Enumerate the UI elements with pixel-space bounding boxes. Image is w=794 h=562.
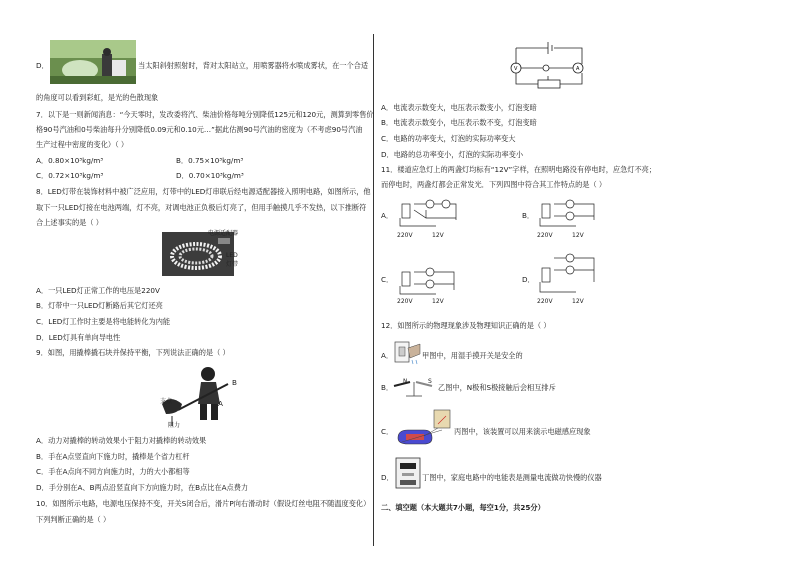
q11-circuit-b [536, 196, 600, 232]
q11-option-b-label: B． [522, 211, 535, 220]
wet-hand-switch-picture [392, 338, 422, 368]
q11-option-d-label: D． [522, 275, 535, 284]
q12-option-c: 丙图中，该装置可以用来演示电磁感应现象 [454, 427, 591, 436]
led-fig-adapter-label: 电源适配器 [208, 230, 239, 237]
crowbar-figure [158, 364, 238, 430]
q11-b-12v: 12V [572, 232, 584, 239]
q10-circuit-diagram [508, 38, 590, 90]
q10-stem-line2: 下列判断正确的是（ ） [36, 515, 111, 524]
led-fig-strip-label: 灯带 [226, 261, 239, 268]
q7-stem-line3: 生产过程中密度的变化）（ ） [36, 140, 129, 149]
q9-option-c: C．手在A点向不同方向施力时，力的大小都相等 [36, 467, 190, 476]
q11-circuit-d [536, 252, 600, 296]
svg-text:A: A [576, 66, 580, 72]
q9-option-d: D．手分别在A、B两点沿竖直向下方向施力时，在B点比在A点费力 [36, 483, 249, 492]
q10-option-b: B．电流表示数变小，电压表示数不变，灯泡变暗 [381, 118, 537, 127]
q10-option-d: D．电路的总功率变小，灯泡的实际功率变小 [381, 150, 524, 159]
q7-stem-line2: 格90号汽油和0号柴油每升分别降低0.09元和0.10元…”据此估测90号汽油的密度为（不考虑90号汽油 [36, 125, 363, 134]
q11-a-220v: 220V [397, 232, 413, 239]
q7-option-c: C．0.72×10³kg/m³ [36, 171, 104, 180]
electricity-meter-picture [394, 456, 422, 490]
q7-option-d: D．0.70×10³kg/m³ [176, 171, 244, 180]
q7-option-b: B．0.75×10³kg/m³ [176, 156, 244, 165]
q12-option-a: 甲图中，用湿手摸开关是安全的 [422, 351, 523, 360]
q12-option-a-label: A． [381, 351, 394, 360]
crowbar-label-a: A [218, 399, 223, 408]
q11-d-220v: 220V [537, 298, 553, 305]
q11-b-220v: 220V [537, 232, 553, 239]
crowbar-label-resistance: 阻力 [168, 422, 181, 429]
crowbar-label-fulcrum: 支点 [160, 398, 173, 405]
q10-stem-line1: 10．如图所示电路，电源电压保持不变，开关S闭合后，滑片P向右滑动时（假设灯丝电阻不随温度变化） [36, 499, 371, 508]
q6-option-d-line1: 当太阳斜射照射时，背对太阳站立，用喷雾器将水喷成雾状，在一个合适 [138, 61, 369, 70]
q9-option-a: A．动力对撬棒的转动效果小于阻力对撬棒的转动效果 [36, 436, 207, 445]
q7-option-a: A．0.80×10³kg/m³ [36, 156, 104, 165]
magnet-label-s: S [428, 378, 432, 385]
q11-option-c-label: C． [381, 275, 394, 284]
q8-stem-line2: 取下一只LED灯接在电池两端，灯不亮，对调电池正负极后灯亮了，但用手触摸几乎不发热，以下推断符 [36, 203, 367, 212]
crowbar-label-b: B [232, 378, 237, 387]
q11-stem-line1: 11．楼道应急灯上的两盏灯均标有“12V”字样，在照明电路没有停电时，应急灯不亮； [381, 165, 657, 174]
q8-option-a: A．一只LED灯正常工作的电压是220V [36, 286, 160, 295]
q11-circuit-a [396, 196, 460, 232]
q9-stem: 9．如图，用撬棒撬石块并保持平衡，下列说法正确的是（ ） [36, 348, 230, 357]
q11-d-12v: 12V [572, 298, 584, 305]
led-strip-photo [162, 232, 234, 276]
q11-a-12v: 12V [432, 232, 444, 239]
q8-option-b: B．灯带中一只LED灯断路后其它灯还亮 [36, 301, 163, 310]
section-2-heading: 二、填空题（本大题共7小题，每空1分，共25分） [381, 503, 545, 512]
q12-option-b: 乙图中，N极和S极接触后会相互排斥 [438, 383, 556, 392]
q8-stem-line3: 合上述事实的是（ ） [36, 218, 103, 227]
q6-option-d-line2: 的角度可以看到彩虹，是光的色散现象 [36, 93, 159, 102]
q7-stem-line1: 7．以下是一则新闻消息：“今天零时，发改委将汽、柴油价格每吨分别降低125元和120元，测算到零售价 [36, 110, 374, 119]
q8-stem-line1: 8．LED灯带在装饰材料中被广泛应用，灯带中的LED灯串联后经电源适配器接入照明电路，如图所示，他 [36, 187, 371, 196]
rainbow-photo [50, 40, 136, 84]
q11-c-12v: 12V [432, 298, 444, 305]
q6-option-d-label: D． [36, 61, 49, 70]
q9-option-b: B．手在A点竖直向下施力时，撬棒是个省力杠杆 [36, 452, 190, 461]
q12-option-d: 丁图中，家庭电路中的电能表是测量电流做功快慢的仪器 [422, 473, 602, 482]
q11-c-220v: 220V [397, 298, 413, 305]
q12-option-d-label: D． [381, 473, 394, 482]
q11-circuit-c [396, 262, 460, 298]
q10-option-a: A．电流表示数变大，电压表示数变小，灯泡变暗 [381, 103, 537, 112]
magnet-label-n: N [403, 378, 408, 385]
led-fig-led-label: LED [226, 252, 238, 259]
q11-stem-line2: 而停电时，两盏灯都会正常发光．下列四图中符合其工作特点的是（ ） [381, 180, 607, 189]
q8-option-c: C．LED灯工作时主要是将电能转化为内能 [36, 317, 171, 326]
q12-stem: 12．如图所示的物理现象涉及物理知识正确的是（ ） [381, 321, 551, 330]
svg-text:V: V [514, 66, 518, 72]
q12-option-b-label: B． [381, 383, 394, 392]
electromagnetic-induction-picture [394, 408, 454, 448]
q8-option-d: D．LED灯具有单向导电性 [36, 333, 121, 342]
q10-option-c: C．电路的功率变大，灯泡的实际功率变大 [381, 134, 516, 143]
q12-option-c-label: C． [381, 427, 394, 436]
q11-option-a-label: A． [381, 211, 394, 220]
